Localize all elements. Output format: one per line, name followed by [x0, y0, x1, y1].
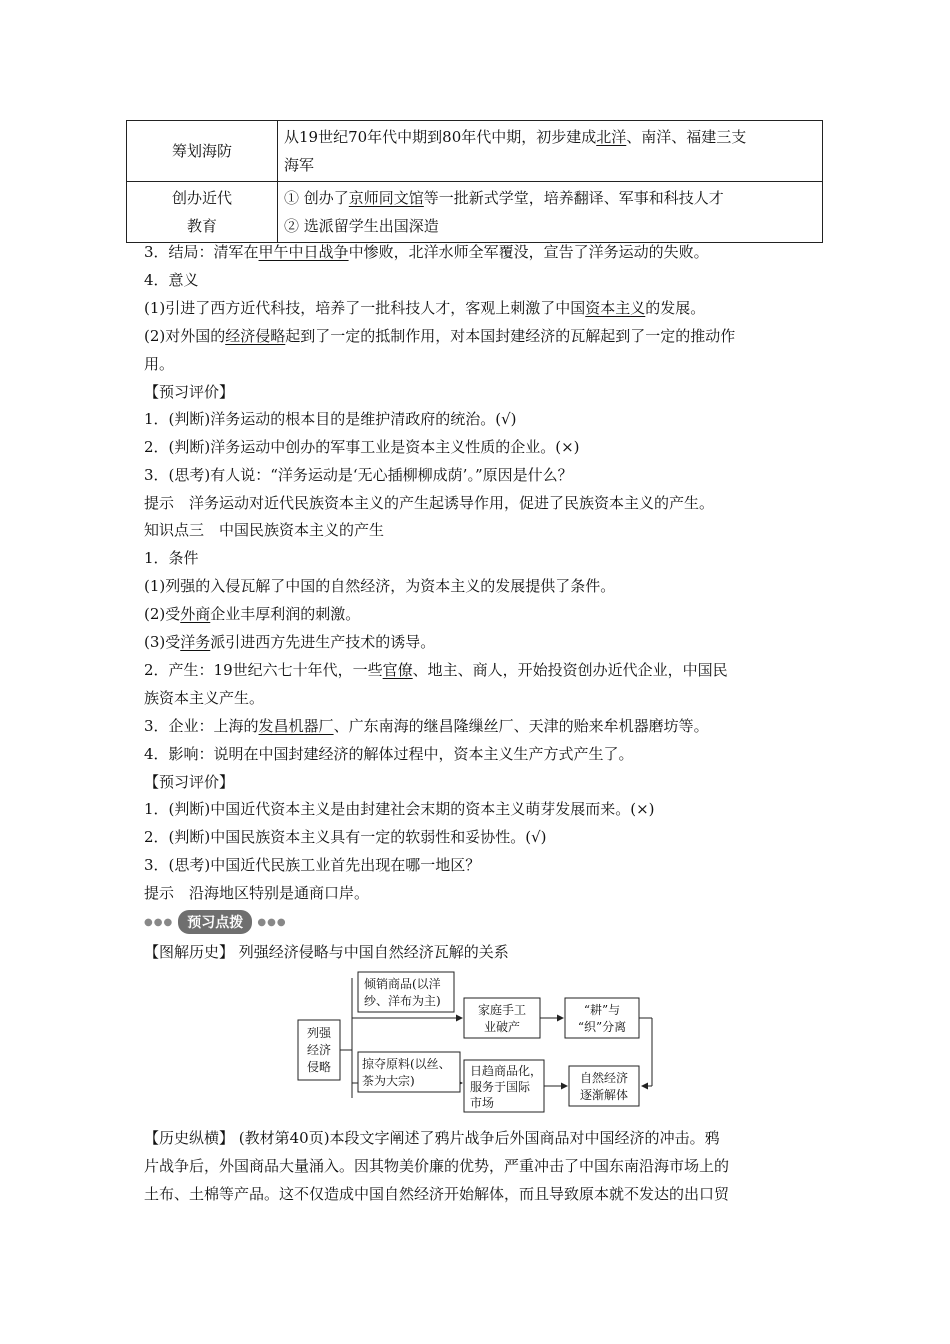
text-line: 4．意义	[144, 271, 199, 289]
text-line: 3．(思考)中国近代民族工业首先出现在哪一地区？	[144, 856, 481, 874]
box-text: 列强	[306, 1026, 332, 1040]
box-text: 市场	[470, 1096, 495, 1110]
text-line: (3)受洋务派引进西方先进生产技术的诱导。	[144, 633, 436, 651]
box-text: 日趋商品化，	[470, 1064, 543, 1078]
box-text: “织”分离	[577, 1020, 627, 1034]
box-text: 家庭手工	[477, 1003, 527, 1017]
text-line: 【历史纵横】 (教材第40页)本段文字阐述了鸦片战争后外国商品对中国经济的冲击。鸦	[144, 1129, 720, 1147]
text-line: 3．结局：清军在甲午中日战争中惨败，北洋水师全军覆没，宣告了洋务运动的失败。	[144, 243, 709, 261]
text-line: 3．(思考)有人说：“洋务运动是‘无心插柳柳成荫’。”原因是什么？	[144, 466, 573, 484]
label-text: 掠夺原料(以丝、	[362, 1057, 451, 1071]
text-line: 用。	[144, 355, 175, 373]
text-line: 土布、土棉等产品。这不仅造成中国自然经济开始解体，而且导致原本就不发达的出口贸	[144, 1185, 730, 1203]
label-text: 纱、洋布为主)	[364, 994, 441, 1008]
text-line: 片战争后，外国商品大量涌入。因其物美价廉的优势，严重冲击了中国东南沿海市场上的	[144, 1157, 730, 1175]
text-line: 提示 洋务运动对近代民族资本主义的产生起诱导作用，促进了民族资本主义的产生。	[144, 494, 715, 512]
text-line: 4．影响：说明在中国封建经济的解体过程中，资本主义生产方式产生了。	[144, 745, 634, 763]
text-line: (2)受外商企业丰厚利润的刺激。	[144, 605, 361, 623]
box-text: 侵略	[306, 1060, 332, 1074]
section-badge	[144, 910, 287, 932]
box-text: 自然经济	[579, 1071, 629, 1085]
text-line: (2)对外国的经济侵略起到了一定的抵制作用，对本国封建经济的瓦解起到了一定的推动作	[144, 327, 736, 345]
table-row	[127, 121, 823, 182]
box-text: 服务于国际	[470, 1080, 531, 1094]
text-line: (1)列强的入侵瓦解了中国的自然经济，为资本主义的发展提供了条件。	[144, 577, 616, 595]
box-text: 逐渐解体	[579, 1088, 629, 1102]
section-heading: 【预习评价】	[144, 383, 235, 401]
box-text: 业破产	[483, 1020, 521, 1034]
text-line: 2．(判断)中国民族资本主义具有一定的软弱性和妥协性。(√)	[144, 828, 547, 846]
box-text: “耕”与	[583, 1003, 621, 1017]
text-line: 族资本主义产生。	[144, 689, 265, 707]
table-cell-content: ① 创办了京师同文馆等一批新式学堂，培养翻译、军事和科技人才 ② 选派留学生出国深造	[278, 182, 823, 243]
section-heading: 【预习评价】	[144, 773, 235, 791]
text-line: (1)引进了西方近代科技，培养了一批科技人才，客观上刺激了中国资本主义的发展。	[144, 299, 706, 317]
table-cell-label: 筹划海防	[127, 121, 278, 182]
table-cell-label: 创办近代 教育	[127, 182, 278, 243]
decor-dots-icon: ●●●	[257, 916, 287, 928]
relationship-diagram	[290, 968, 670, 1118]
section-heading: 【图解历史】 列强经济侵略与中国自然经济瓦解的关系	[144, 943, 509, 961]
text-line: 1．(判断)中国近代资本主义是由封建社会末期的资本主义萌芽发展而来。(×)	[144, 800, 655, 818]
text-line: 1．条件	[144, 549, 199, 567]
table-row	[127, 182, 823, 243]
text-line: 2．(判断)洋务运动中创办的军事工业是资本主义性质的企业。(×)	[144, 438, 580, 456]
section-heading: 知识点三 中国民族资本主义的产生	[144, 521, 385, 539]
measures-table	[126, 120, 823, 243]
text-line: 提示 沿海地区特别是通商口岸。	[144, 884, 370, 902]
text-line: 3．企业：上海的发昌机器厂、广东南海的继昌隆缫丝厂、天津的贻来牟机器磨坊等。	[144, 717, 709, 735]
label-text: 倾销商品(以洋	[364, 977, 441, 991]
table-cell-content: 从19世纪70年代中期到80年代中期，初步建成北洋、南洋、福建三支 海军	[278, 121, 823, 182]
text-line: 1．(判断)洋务运动的根本目的是维护清政府的统治。(√)	[144, 410, 517, 428]
text-line: 2．产生：19世纪六七十年代，一些官僚、地主、商人，开始投资创办近代企业，中国民	[144, 661, 728, 679]
decor-dots-icon: ●●●	[144, 916, 174, 928]
box-text: 经济	[306, 1043, 332, 1057]
label-text: 茶为大宗)	[362, 1074, 415, 1088]
badge-label: 预习点拨	[178, 910, 252, 934]
